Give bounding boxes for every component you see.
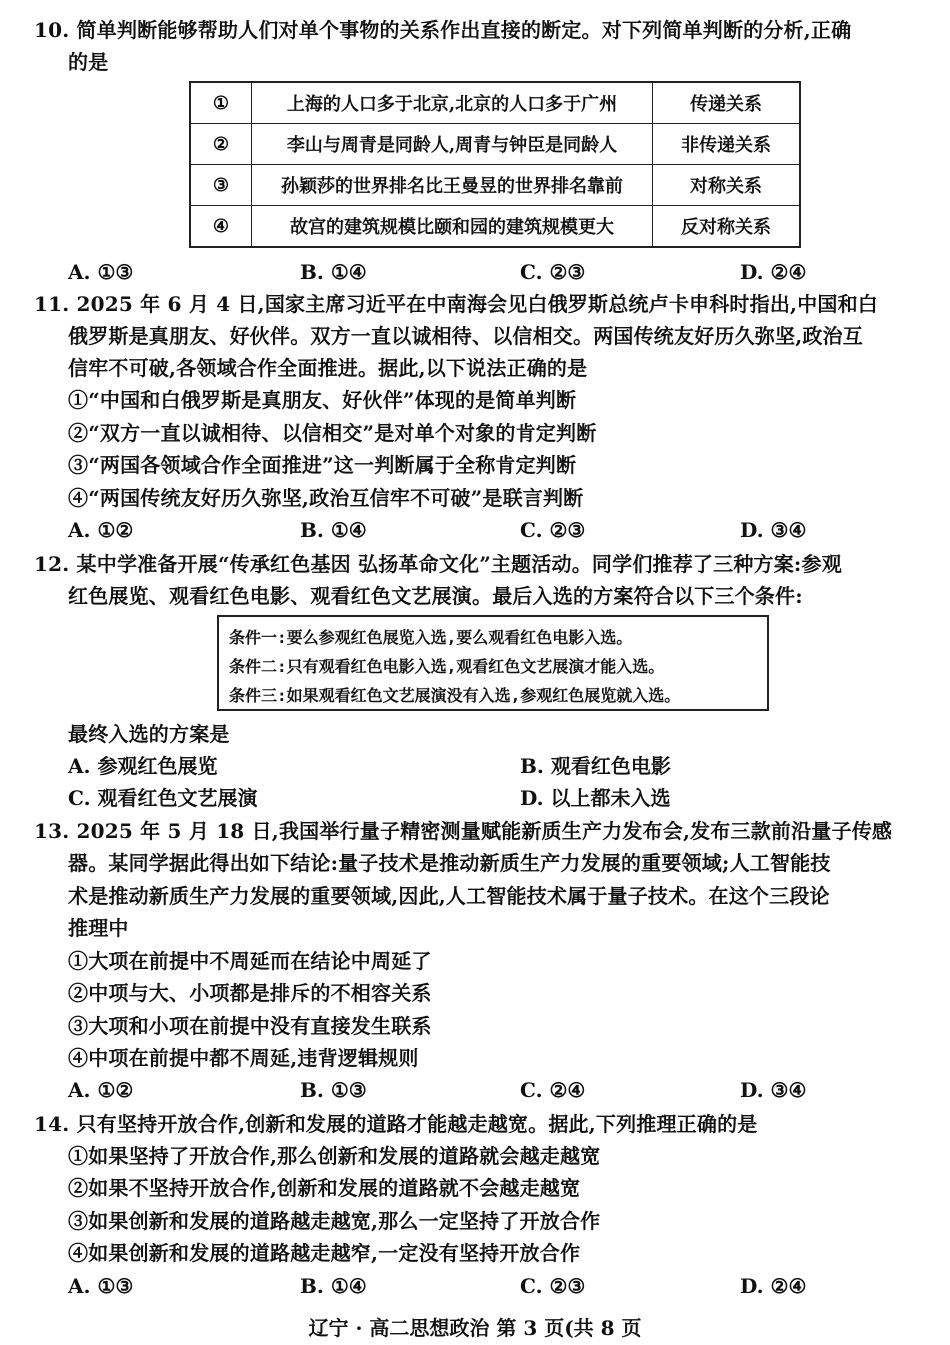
q12-condition-1: 条件一:要么参观红色展览入选,要么观看红色电影入选。 [229,628,633,647]
q12-option-d[interactable]: D. 以上都未入选 [520,786,671,810]
q10-option-d[interactable]: D. ②④ [740,260,807,284]
q11-stem-line3: 信牢不可破,各领域合作全面推进。据此,以下说法正确的是 [68,356,588,380]
q13-stem-line1: 13. 2025 年 5 月 18 日,我国举行量子精密测量赋能新质生产力发布会,发布三款前沿量子传感 [34,819,893,843]
table-cell-relation: 对称关系 [653,165,801,206]
q14-item-3: ③如果创新和发展的道路越走越宽,那么一定坚持了开放合作 [68,1209,601,1233]
q14-item-4: ④如果创新和发展的道路越走越窄,一定没有坚持开放合作 [68,1241,581,1265]
q10-option-c[interactable]: C. ②③ [520,260,586,284]
q14-option-d[interactable]: D. ②④ [740,1274,807,1298]
table-cell-relation: 非传递关系 [653,124,801,165]
table-cell-statement: 李山与周青是同龄人,周青与钟臣是同龄人 [252,124,653,165]
q13-option-d[interactable]: D. ③④ [740,1078,807,1102]
q14-item-1: ①如果坚持了开放合作,那么创新和发展的道路就会越走越宽 [68,1144,601,1168]
q10-option-b[interactable]: B. ①④ [300,260,367,284]
table-row [190,82,800,124]
q10-stem-line2: 的是 [68,50,109,74]
q13-item-1: ①大项在前提中不周延而在结论中周延了 [68,949,432,973]
q11-item-4: ④“两国传统友好历久弥坚,政治互信牢不可破”是联言判断 [68,486,584,510]
page-footer: 辽宁 · 高二思想政治 第 3 页(共 8 页 [308,1316,642,1340]
q14-option-a[interactable]: A. ①③ [68,1274,134,1298]
table-cell-num: ② [190,124,252,165]
q14-item-2: ②如果不坚持开放合作,创新和发展的道路就不会越走越宽 [68,1176,581,1200]
table-cell-relation: 传递关系 [653,82,801,124]
q11-item-2: ②“双方一直以诚相待、以信相交”是对单个对象的肯定判断 [68,421,597,445]
table-cell-statement: 上海的人口多于北京,北京的人口多于广州 [252,82,653,124]
q11-stem-line1: 11. 2025 年 6 月 4 日,国家主席习近平在中南海会见白俄罗斯总统卢卡申科时指出,中国和白 [34,292,878,316]
q13-stem-line3: 术是推动新质生产力发展的重要领域,因此,人工智能技术属于量子技术。在这个三段论 [68,884,830,908]
q13-item-4: ④中项在前提中都不周延,违背逻辑规则 [68,1046,419,1070]
q12-condition-3: 条件三:如果观看红色文艺展演没有入选,参观红色展览就入选。 [229,686,681,705]
table-cell-num: ③ [190,165,252,206]
q10-option-a[interactable]: A. ①③ [68,260,134,284]
q13-option-a[interactable]: A. ①② [68,1078,134,1102]
q12-option-b[interactable]: B. 观看红色电影 [520,754,671,778]
table-row [190,124,800,165]
q14-option-b[interactable]: B. ①④ [300,1274,367,1298]
q11-option-d[interactable]: D. ③④ [740,518,807,542]
q12-question: 最终入选的方案是 [68,722,230,746]
q12-option-a[interactable]: A. 参观红色展览 [68,754,218,778]
q10-stem-line1: 10. 简单判断能够帮助人们对单个事物的关系作出直接的断定。对下列简单判断的分析,正确 [34,18,852,42]
q13-item-2: ②中项与大、小项都是排斥的不相容关系 [68,981,432,1005]
q13-option-b[interactable]: B. ①③ [300,1078,367,1102]
q11-option-a[interactable]: A. ①② [68,518,134,542]
q14-stem-line1: 14. 只有坚持开放合作,创新和发展的道路才能越走越宽。据此,下列推理正确的是 [34,1112,758,1136]
q11-item-3: ③“两国各领域合作全面推进”这一判断属于全称肯定判断 [68,453,577,477]
q10-relation-table [189,81,801,248]
table-cell-num: ① [190,82,252,124]
q13-option-c[interactable]: C. ②④ [520,1078,586,1102]
q14-option-c[interactable]: C. ②③ [520,1274,586,1298]
table-cell-statement: 孙颖莎的世界排名比王曼昱的世界排名靠前 [252,165,653,206]
q11-item-1: ①“中国和白俄罗斯是真朋友、好伙伴”体现的是简单判断 [68,388,577,412]
table-row [190,165,800,206]
q12-conditions-box [217,615,769,711]
q12-stem-line2: 红色展览、观看红色电影、观看红色文艺展演。最后入选的方案符合以下三个条件: [68,584,803,608]
q12-condition-2: 条件二:只有观看红色电影入选,观看红色文艺展演才能入选。 [229,657,665,676]
table-cell-statement: 故宫的建筑规模比颐和园的建筑规模更大 [252,206,653,248]
q11-stem-line2: 俄罗斯是真朋友、好伙伴。双方一直以诚相待、以信相交。两国传统友好历久弥坚,政治互 [68,324,863,348]
table-cell-relation: 反对称关系 [653,206,801,248]
q11-option-b[interactable]: B. ①④ [300,518,367,542]
q13-stem-line4: 推理中 [68,916,129,940]
q13-stem-line2: 器。某同学据此得出如下结论:量子技术是推动新质生产力发展的重要领域;人工智能技 [68,851,831,875]
q11-option-c[interactable]: C. ②③ [520,518,586,542]
q12-stem-line1: 12. 某中学准备开展“传承红色基因 弘扬革命文化”主题活动。同学们推荐了三种方案:参观 [34,552,842,576]
q12-option-c[interactable]: C. 观看红色文艺展演 [68,786,258,810]
table-cell-num: ④ [190,206,252,248]
q13-item-3: ③大项和小项在前提中没有直接发生联系 [68,1014,432,1038]
table-row [190,206,800,248]
